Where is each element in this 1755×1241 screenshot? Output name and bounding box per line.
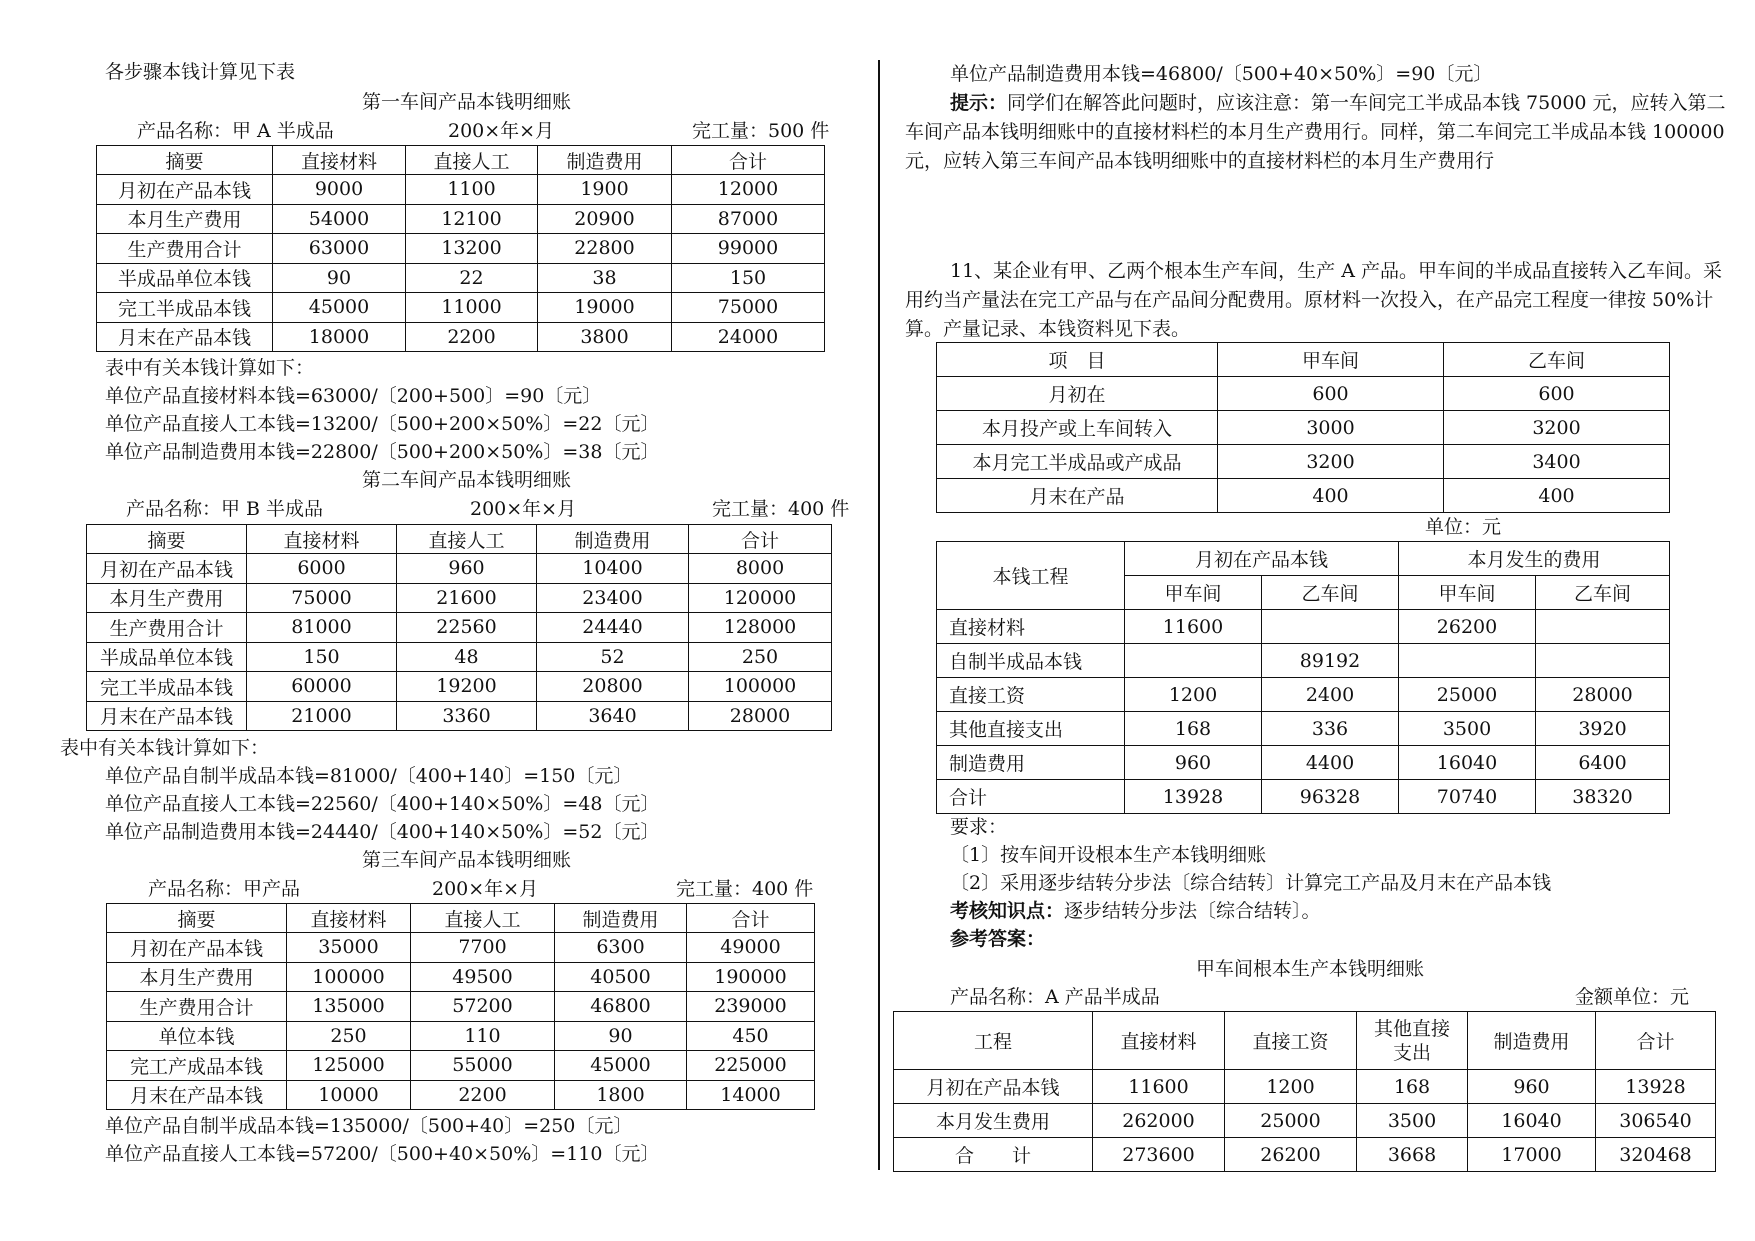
table-row — [97, 175, 825, 205]
table-row — [107, 933, 815, 963]
column-header: 制造费用 — [538, 146, 672, 175]
table-cell: 960 — [1125, 746, 1262, 780]
table-cell: 3200 — [1444, 411, 1670, 445]
table-cell: 190000 — [687, 962, 815, 992]
table-row — [97, 204, 825, 234]
table-cell: 12100 — [406, 204, 538, 234]
table-header-row — [894, 1012, 1716, 1070]
table-cell: 13200 — [406, 234, 538, 264]
cost-header-current: 本月发生的费用 — [1399, 542, 1670, 576]
row-label: 月初在 — [937, 377, 1218, 411]
table-row — [894, 1104, 1716, 1138]
ledger3-table — [106, 903, 815, 1110]
table-cell: 81000 — [247, 613, 397, 643]
ledger2-title: 第二车间产品本钱明细账 — [362, 469, 572, 491]
table-cell: 38320 — [1536, 780, 1670, 814]
ledger2-note: 单位产品制造费用本钱=24440/〔400+140×50%〕=52〔元〕 — [105, 821, 660, 843]
table-cell: 320468 — [1596, 1138, 1716, 1172]
table-cell: 336 — [1262, 712, 1399, 746]
knowledge-point-text: 逐步结转分步法〔综合结转〕。 — [1064, 900, 1321, 922]
table-cell: 1100 — [406, 175, 538, 205]
column-header: 合计 — [687, 904, 815, 933]
cost-subheader: 甲车间 — [1399, 576, 1536, 610]
column-header: 项 目 — [937, 343, 1218, 377]
table-row — [937, 746, 1670, 780]
ledger3-product: 产品名称：甲产品 — [148, 878, 301, 900]
cost-header-begin: 月初在产品本钱 — [1125, 542, 1399, 576]
row-label: 制造费用 — [937, 746, 1125, 780]
table-cell — [1262, 610, 1399, 644]
column-header: 制造费用 — [537, 525, 689, 554]
table-cell: 38 — [538, 263, 672, 293]
table-cell: 3500 — [1399, 712, 1536, 746]
row-label: 自制半成品本钱 — [937, 644, 1125, 678]
table-row — [107, 1051, 815, 1081]
ledger2-note: 单位产品自制半成品本钱=81000/〔400+140〕=150〔元〕 — [105, 765, 633, 787]
table-cell: 70740 — [1399, 780, 1536, 814]
unit-label: 单位：元 — [1425, 516, 1502, 538]
ledger1-note: 单位产品制造费用本钱=22800/〔500+200×50%〕=38〔元〕 — [105, 441, 660, 463]
column-header: 摘要 — [107, 904, 287, 933]
table-row — [937, 712, 1670, 746]
table-cell: 135000 — [287, 992, 411, 1022]
table-cell: 2200 — [406, 322, 538, 352]
knowledge-point-label: 考核知识点： — [950, 900, 1065, 922]
ledger3-date: 200×年×月 — [432, 878, 539, 900]
row-label: 直接材料 — [937, 610, 1125, 644]
ledger1-note: 单位产品直接人工本钱=13200/〔500+200×50%〕=22〔元〕 — [105, 413, 660, 435]
table-cell: 22 — [406, 263, 538, 293]
row-label: 直接工资 — [937, 678, 1125, 712]
table-cell: 16040 — [1399, 746, 1536, 780]
row-label: 生产费用合计 — [107, 992, 287, 1022]
table-cell: 306540 — [1596, 1104, 1716, 1138]
table-cell — [1536, 644, 1670, 678]
table-cell: 2200 — [411, 1080, 555, 1110]
row-label: 月初在产品本钱 — [87, 554, 247, 584]
table-row — [894, 1138, 1716, 1172]
row-label: 月初在产品本钱 — [894, 1070, 1093, 1104]
table-cell: 49000 — [687, 933, 815, 963]
table-cell: 3668 — [1357, 1138, 1468, 1172]
ledger3-note: 单位产品自制半成品本钱=135000/〔500+40〕=250〔元〕 — [105, 1115, 633, 1137]
table-cell: 20800 — [537, 672, 689, 702]
column-header: 其他直接支出 — [1357, 1012, 1468, 1070]
table-cell: 960 — [397, 554, 537, 584]
column-header: 乙车间 — [1444, 343, 1670, 377]
table-cell: 49500 — [411, 962, 555, 992]
column-header: 工程 — [894, 1012, 1093, 1070]
table-cell: 3360 — [397, 701, 537, 731]
table-row — [107, 992, 815, 1022]
table-cell: 54000 — [273, 204, 406, 234]
table-cell: 25000 — [1225, 1104, 1357, 1138]
row-label: 完工半成品本钱 — [97, 293, 273, 323]
table-cell — [1125, 644, 1262, 678]
table-cell: 96328 — [1262, 780, 1399, 814]
cost-table — [936, 541, 1670, 814]
table-cell: 600 — [1444, 377, 1670, 411]
table-cell: 90 — [273, 263, 406, 293]
row-label: 本月完工半成品或产成品 — [937, 445, 1218, 479]
answer-table — [893, 1011, 1716, 1172]
row-label: 合计 — [937, 780, 1125, 814]
table-row — [97, 263, 825, 293]
hint-text: 同学们在解答此问题时，应该注意：第一车间完工半成品本钱 75000 元，应转入第二车间产品本钱明细账中的直接材料栏的本月生产费用行。同样，第二车间完工半成品本钱 100000 元，应转入第三车间产品本钱明细账中的直接材料栏的本月生产费用行 — [905, 92, 1726, 172]
row-label: 完工产成品本钱 — [107, 1051, 287, 1081]
table-row — [97, 234, 825, 264]
row-label: 生产费用合计 — [97, 234, 273, 264]
table-cell: 100000 — [287, 962, 411, 992]
table-cell: 7700 — [411, 933, 555, 963]
row-label: 月末在产品本钱 — [97, 322, 273, 352]
table-cell: 89192 — [1262, 644, 1399, 678]
table-cell: 3640 — [537, 701, 689, 731]
table-cell: 3800 — [538, 322, 672, 352]
table-cell: 75000 — [672, 293, 825, 323]
table-cell: 11000 — [406, 293, 538, 323]
quantity-table — [936, 342, 1670, 513]
column-header: 合计 — [689, 525, 832, 554]
table-cell: 168 — [1357, 1070, 1468, 1104]
column-header: 直接人工 — [406, 146, 538, 175]
table-cell: 46800 — [555, 992, 687, 1022]
table-cell: 48 — [397, 642, 537, 672]
table-cell: 168 — [1125, 712, 1262, 746]
table-cell: 90 — [555, 1021, 687, 1051]
table-cell: 6400 — [1536, 746, 1670, 780]
table-cell: 45000 — [273, 293, 406, 323]
column-header: 直接材料 — [1093, 1012, 1225, 1070]
table-row — [937, 678, 1670, 712]
row-label: 本月投产或上车间转入 — [937, 411, 1218, 445]
table-cell: 3500 — [1357, 1104, 1468, 1138]
row-label: 本月生产费用 — [97, 204, 273, 234]
table-cell: 11600 — [1093, 1070, 1225, 1104]
table-cell: 239000 — [687, 992, 815, 1022]
table-cell: 8000 — [689, 554, 832, 584]
table-cell: 110 — [411, 1021, 555, 1051]
table-cell: 55000 — [411, 1051, 555, 1081]
ledger3-note: 单位产品制造费用本钱=46800/〔500+40×50%〕=90〔元〕 — [950, 63, 1493, 85]
table-cell: 22800 — [538, 234, 672, 264]
row-label: 半成品单位本钱 — [87, 642, 247, 672]
table-cell: 26200 — [1399, 610, 1536, 644]
table-row — [87, 642, 832, 672]
ledger2-note-title: 表中有关本钱计算如下： — [60, 737, 270, 759]
table-cell: 600 — [1218, 377, 1444, 411]
table-cell: 99000 — [672, 234, 825, 264]
cost-header-item: 本钱工程 — [937, 542, 1125, 610]
table-cell: 10000 — [287, 1080, 411, 1110]
ledger2-table — [86, 524, 832, 731]
answer-ledger-title: 甲车间根本生产本钱明细账 — [1196, 958, 1425, 980]
ledger1-title: 第一车间产品本钱明细账 — [362, 91, 572, 113]
table-cell: 4400 — [1262, 746, 1399, 780]
column-header: 制造费用 — [1468, 1012, 1596, 1070]
right-column — [880, 0, 1755, 1241]
requirement-item: 〔1〕按车间开设根本生产本钱明细账 — [950, 844, 1267, 866]
table-row — [87, 701, 832, 731]
ledger1-date: 200×年×月 — [448, 120, 555, 142]
table-cell: 35000 — [287, 933, 411, 963]
table-cell: 13928 — [1596, 1070, 1716, 1104]
table-cell: 26200 — [1225, 1138, 1357, 1172]
table-cell: 21600 — [397, 583, 537, 613]
table-cell: 19000 — [538, 293, 672, 323]
table-cell: 273600 — [1093, 1138, 1225, 1172]
requirement-title: 要求： — [950, 816, 1008, 838]
column-header: 甲车间 — [1218, 343, 1444, 377]
row-label: 本月生产费用 — [87, 583, 247, 613]
section-heading: 各步骤本钱计算见下表 — [105, 61, 296, 83]
table-row — [97, 322, 825, 352]
table-cell: 3400 — [1444, 445, 1670, 479]
ledger3-output: 完工量：400 件 — [676, 878, 814, 900]
table-cell: 57200 — [411, 992, 555, 1022]
cost-subheader: 乙车间 — [1536, 576, 1670, 610]
table-cell: 150 — [672, 263, 825, 293]
answer-unit: 金额单位：元 — [1575, 986, 1690, 1008]
table-cell: 63000 — [273, 234, 406, 264]
table-cell: 18000 — [273, 322, 406, 352]
table-cell: 400 — [1444, 479, 1670, 513]
table-cell: 17000 — [1468, 1138, 1596, 1172]
row-label: 月末在产品本钱 — [87, 701, 247, 731]
table-row — [107, 962, 815, 992]
cost-subheader: 甲车间 — [1125, 576, 1262, 610]
column-header: 直接材料 — [287, 904, 411, 933]
table-cell: 3000 — [1218, 411, 1444, 445]
row-label: 完工半成品本钱 — [87, 672, 247, 702]
table-cell: 40500 — [555, 962, 687, 992]
table-header-row — [937, 343, 1670, 377]
column-header: 摘要 — [97, 146, 273, 175]
row-label: 月初在产品本钱 — [97, 175, 273, 205]
row-label: 月末在产品本钱 — [107, 1080, 287, 1110]
column-header: 直接材料 — [273, 146, 406, 175]
table-row — [107, 1021, 815, 1051]
row-label: 合 计 — [894, 1138, 1093, 1172]
ledger2-note: 单位产品直接人工本钱=22560/〔400+140×50%〕=48〔元〕 — [105, 793, 660, 815]
table-row — [937, 377, 1670, 411]
table-cell: 52 — [537, 642, 689, 672]
cost-subheader: 乙车间 — [1262, 576, 1399, 610]
table-row — [937, 479, 1670, 513]
table-cell: 3920 — [1536, 712, 1670, 746]
table-cell: 19200 — [397, 672, 537, 702]
ledger2-output: 完工量：400 件 — [712, 498, 850, 520]
table-cell: 3200 — [1218, 445, 1444, 479]
table-header-row — [97, 146, 825, 175]
table-cell: 120000 — [689, 583, 832, 613]
table-cell: 11600 — [1125, 610, 1262, 644]
column-header: 制造费用 — [555, 904, 687, 933]
table-header-row — [107, 904, 815, 933]
table-cell: 24000 — [672, 322, 825, 352]
table-cell: 28000 — [689, 701, 832, 731]
table-cell: 150 — [247, 642, 397, 672]
ledger2-product: 产品名称：甲 B 半成品 — [126, 498, 324, 520]
table-row — [87, 583, 832, 613]
column-header: 直接工资 — [1225, 1012, 1357, 1070]
table-cell: 450 — [687, 1021, 815, 1051]
table-row — [937, 445, 1670, 479]
table-cell: 6000 — [247, 554, 397, 584]
row-label: 月末在产品 — [937, 479, 1218, 513]
hint-paragraph — [905, 89, 1735, 176]
row-label: 生产费用合计 — [87, 613, 247, 643]
table-cell: 125000 — [287, 1051, 411, 1081]
table-cell — [1536, 610, 1670, 644]
table-cell: 225000 — [687, 1051, 815, 1081]
ledger1-note: 单位产品直接材料本钱=63000/〔200+500〕=90〔元〕 — [105, 385, 602, 407]
table-cell: 250 — [689, 642, 832, 672]
table-row — [107, 1080, 815, 1110]
row-label: 本月发生费用 — [894, 1104, 1093, 1138]
table-row — [97, 293, 825, 323]
table-cell: 1900 — [538, 175, 672, 205]
table-cell: 25000 — [1399, 678, 1536, 712]
table-cell: 16040 — [1468, 1104, 1596, 1138]
table-cell: 1200 — [1225, 1070, 1357, 1104]
table-cell: 75000 — [247, 583, 397, 613]
table-cell: 262000 — [1093, 1104, 1225, 1138]
table-row — [894, 1070, 1716, 1104]
table-cell: 9000 — [273, 175, 406, 205]
ledger3-note: 单位产品直接人工本钱=57200/〔500+40×50%〕=110〔元〕 — [105, 1143, 660, 1165]
row-label: 其他直接支出 — [937, 712, 1125, 746]
table-cell: 128000 — [689, 613, 832, 643]
column-header: 合计 — [1596, 1012, 1716, 1070]
table-cell: 60000 — [247, 672, 397, 702]
table-cell: 12000 — [672, 175, 825, 205]
table-cell: 2400 — [1262, 678, 1399, 712]
table-row — [937, 610, 1670, 644]
table-cell: 20900 — [538, 204, 672, 234]
table-cell: 22560 — [397, 613, 537, 643]
column-header: 直接人工 — [397, 525, 537, 554]
table-cell: 250 — [287, 1021, 411, 1051]
table-cell: 14000 — [687, 1080, 815, 1110]
table-header-row — [87, 525, 832, 554]
table-cell: 1200 — [1125, 678, 1262, 712]
question-paragraph: 11、某企业有甲、乙两个根本生产车间，生产 A 产品。甲车间的半成品直接转入乙车间。采用约当产量法在完工产品与在产品间分配费用。原材料一次投入，在产品完工程度一律按 50%计算。产量记录、本钱资料见下表。 — [905, 260, 1722, 340]
ledger3-title: 第三车间产品本钱明细账 — [362, 849, 572, 871]
table-row — [937, 780, 1670, 814]
hint-label: 提示： — [950, 92, 1008, 114]
table-row — [937, 644, 1670, 678]
table-cell: 100000 — [689, 672, 832, 702]
row-label: 本月生产费用 — [107, 962, 287, 992]
row-label: 单位本钱 — [107, 1021, 287, 1051]
column-header: 合计 — [672, 146, 825, 175]
ledger1-table — [96, 145, 825, 352]
table-cell: 24440 — [537, 613, 689, 643]
knowledge-point — [950, 897, 1321, 925]
table-cell: 13928 — [1125, 780, 1262, 814]
table-row — [87, 613, 832, 643]
row-label: 半成品单位本钱 — [97, 263, 273, 293]
table-cell: 23400 — [537, 583, 689, 613]
table-row — [937, 411, 1670, 445]
table-cell — [1399, 644, 1536, 678]
answer-label: 参考答案： — [950, 928, 1046, 950]
column-header: 直接材料 — [247, 525, 397, 554]
table-cell: 6300 — [555, 933, 687, 963]
column-header: 直接人工 — [411, 904, 555, 933]
ledger1-note-title: 表中有关本钱计算如下： — [105, 357, 315, 379]
table-cell: 1800 — [555, 1080, 687, 1110]
ledger2-date: 200×年×月 — [470, 498, 577, 520]
ledger1-output: 完工量：500 件 — [692, 120, 830, 142]
ledger1-product: 产品名称：甲 A 半成品 — [137, 120, 334, 142]
table-cell: 10400 — [537, 554, 689, 584]
table-row — [87, 554, 832, 584]
table-cell: 400 — [1218, 479, 1444, 513]
table-cell: 28000 — [1536, 678, 1670, 712]
requirement-item: 〔2〕采用逐步结转分步法〔综合结转〕计算完工产品及月末在产品本钱 — [950, 872, 1552, 894]
table-cell: 45000 — [555, 1051, 687, 1081]
answer-product: 产品名称：A 产品半成品 — [950, 986, 1160, 1008]
table-cell: 21000 — [247, 701, 397, 731]
row-label: 月初在产品本钱 — [107, 933, 287, 963]
table-cell: 87000 — [672, 204, 825, 234]
table-cell: 960 — [1468, 1070, 1596, 1104]
column-header: 摘要 — [87, 525, 247, 554]
table-row — [87, 672, 832, 702]
